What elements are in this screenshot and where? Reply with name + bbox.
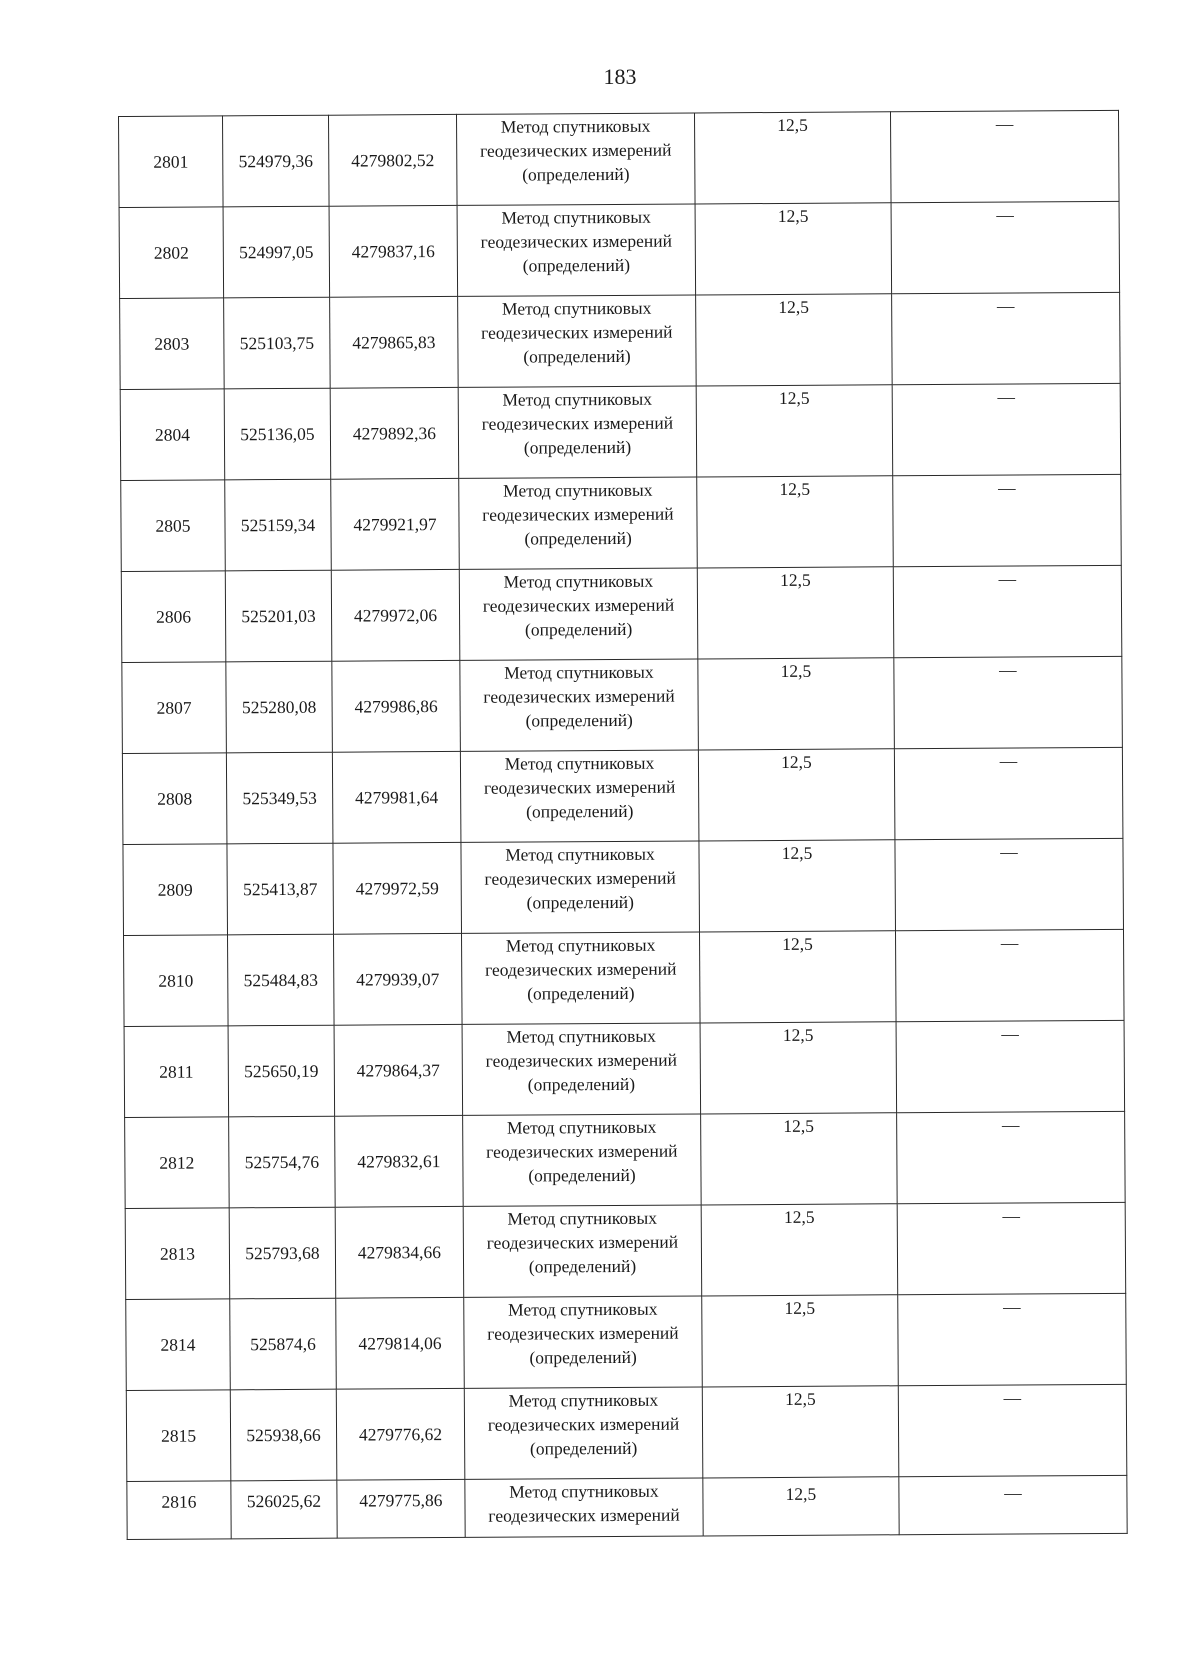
method-cell	[464, 1387, 703, 1479]
point-number-cell: 2802	[119, 207, 224, 299]
method-line: Метод спутниковых	[506, 1025, 656, 1047]
table-row	[127, 1475, 1127, 1539]
accuracy-cell: 12,5	[701, 1113, 898, 1205]
note-cell: —	[894, 747, 1123, 839]
method-cell	[463, 1205, 702, 1297]
note-cell: —	[898, 1293, 1127, 1385]
method-line: (определений)	[522, 254, 631, 276]
method-line: (определений)	[528, 1255, 637, 1277]
method-line: Метод спутниковых	[504, 752, 655, 774]
note-cell: —	[895, 929, 1124, 1021]
y-coordinate-cell: 4279939,07	[334, 933, 463, 1025]
method-line: Метод спутниковых	[509, 1480, 659, 1502]
method-line: (определений)	[526, 891, 635, 913]
method-line: (определений)	[527, 982, 635, 1004]
method-line: геодезических измерений	[483, 776, 676, 798]
accuracy-cell: 12,5	[696, 294, 893, 386]
accuracy-cell: 12,5	[701, 1204, 898, 1296]
accuracy-cell: 12,5	[702, 1386, 899, 1478]
method-line: геодезических измерений	[487, 1413, 680, 1435]
method-cell	[459, 477, 698, 569]
table-row	[121, 474, 1122, 571]
method-line: геодезических измерений	[482, 503, 674, 525]
table-row	[119, 110, 1120, 207]
coordinates-table-body	[119, 110, 1128, 1539]
table-row	[124, 1020, 1125, 1117]
method-line: Метод спутниковых	[501, 297, 652, 319]
point-number-cell: 2812	[125, 1117, 230, 1209]
table-row	[120, 383, 1121, 480]
x-coordinate-cell: 525754,76	[229, 1116, 336, 1208]
accuracy-cell: 12,5	[696, 385, 893, 477]
method-line: геодезических измерений	[483, 685, 675, 707]
method-line: геодезических измерений	[484, 958, 677, 980]
method-line: Метод спутниковых	[503, 479, 653, 501]
note-cell: —	[892, 292, 1121, 384]
y-coordinate-cell: 4279837,16	[329, 205, 458, 297]
y-coordinate-cell: 4279802,52	[328, 114, 457, 206]
note-cell: —	[898, 1384, 1127, 1476]
method-line: (определений)	[523, 345, 631, 367]
point-number-cell: 2815	[126, 1390, 231, 1482]
point-number-cell: 2810	[124, 935, 229, 1027]
table-row	[126, 1384, 1127, 1481]
x-coordinate-cell: 525413,87	[227, 843, 334, 935]
table-row	[119, 201, 1120, 298]
method-line: (определений)	[522, 163, 630, 185]
y-coordinate-cell: 4279775,86	[337, 1479, 465, 1538]
point-number-cell: 2807	[122, 662, 227, 754]
table-row	[120, 292, 1121, 389]
x-coordinate-cell: 524979,36	[223, 115, 330, 207]
table-row	[125, 1202, 1126, 1299]
table-row	[123, 838, 1124, 935]
method-cell	[456, 113, 695, 205]
method-cell	[461, 841, 700, 933]
method-cell	[464, 1296, 703, 1388]
method-cell	[462, 1023, 701, 1115]
accuracy-cell: 12,5	[700, 1022, 897, 1114]
x-coordinate-cell: 525136,05	[224, 388, 331, 480]
point-number-cell: 2804	[120, 389, 225, 481]
accuracy-cell: 12,5	[694, 112, 891, 204]
method-line: Метод спутниковых	[508, 1298, 658, 1320]
method-line: Метод спутниковых	[505, 843, 655, 865]
method-line: геодезических измерений	[484, 867, 676, 889]
method-line: Метод спутниковых	[503, 570, 654, 592]
method-line: (определений)	[523, 436, 632, 458]
point-number-cell: 2806	[121, 571, 226, 663]
method-line: (определений)	[529, 1346, 637, 1368]
x-coordinate-cell: 524997,05	[223, 206, 330, 298]
x-coordinate-cell: 525874,6	[230, 1298, 337, 1390]
method-line: Метод спутниковых	[506, 1116, 657, 1138]
table-row	[122, 747, 1123, 844]
method-cell	[465, 1478, 703, 1537]
x-coordinate-cell: 525349,53	[226, 752, 333, 844]
point-number-cell: 2808	[122, 753, 227, 845]
accuracy-cell: 12,5	[703, 1477, 899, 1536]
x-coordinate-cell: 525280,08	[226, 661, 333, 753]
method-cell	[457, 204, 696, 296]
method-cell	[463, 1114, 702, 1206]
point-number-cell: 2814	[126, 1299, 231, 1391]
y-coordinate-cell: 4279972,06	[331, 569, 460, 661]
method-line: геодезических измерений	[481, 321, 673, 343]
method-line: геодезических измерений	[485, 1049, 678, 1071]
method-line: Метод спутниковых	[500, 115, 651, 137]
method-line: (определений)	[525, 709, 633, 731]
method-line: геодезических измерений	[479, 139, 672, 161]
point-number-cell: 2803	[120, 298, 225, 390]
table-row	[126, 1293, 1127, 1390]
method-line: Метод спутниковых	[505, 934, 656, 956]
y-coordinate-cell: 4279986,86	[332, 660, 461, 752]
method-cell	[460, 750, 699, 842]
table-row	[121, 565, 1122, 662]
note-cell: —	[894, 656, 1123, 748]
method-line: геодезических измерений	[486, 1140, 678, 1162]
method-line: Метод спутниковых	[502, 388, 653, 410]
y-coordinate-cell: 4279865,83	[330, 296, 459, 388]
point-number-cell: 2811	[124, 1026, 229, 1118]
accuracy-cell: 12,5	[702, 1295, 899, 1387]
y-coordinate-cell: 4279776,62	[336, 1388, 465, 1480]
x-coordinate-cell: 525103,75	[224, 297, 331, 389]
method-line: (определений)	[524, 618, 633, 640]
point-number-cell: 2805	[121, 480, 226, 572]
accuracy-cell: 12,5	[697, 476, 894, 568]
x-coordinate-cell: 526025,62	[231, 1480, 337, 1539]
method-line: (определений)	[524, 527, 632, 549]
accuracy-cell: 12,5	[697, 567, 894, 659]
method-line: геодезических измерений	[487, 1322, 679, 1344]
method-line: (определений)	[529, 1437, 638, 1459]
method-line: Метод спутниковых	[507, 1207, 658, 1229]
point-number-cell: 2801	[119, 116, 224, 208]
table-row	[124, 929, 1125, 1026]
y-coordinate-cell: 4279921,97	[331, 478, 460, 570]
x-coordinate-cell: 525938,66	[230, 1389, 337, 1481]
note-cell: —	[895, 838, 1124, 930]
note-cell: —	[893, 474, 1122, 566]
note-cell: —	[890, 110, 1119, 202]
method-line: геодезических измерений	[482, 594, 675, 616]
method-line: Метод спутниковых	[501, 206, 651, 228]
accuracy-cell: 12,5	[699, 931, 896, 1023]
note-cell: —	[892, 383, 1121, 475]
method-line: геодезических измерений	[486, 1231, 679, 1253]
x-coordinate-cell: 525650,19	[228, 1025, 335, 1117]
table-row	[122, 656, 1123, 753]
note-cell: —	[897, 1202, 1126, 1294]
note-cell: —	[893, 565, 1122, 657]
x-coordinate-cell: 525484,83	[228, 934, 335, 1026]
method-line: (определений)	[527, 1073, 636, 1095]
y-coordinate-cell: 4279814,06	[336, 1297, 465, 1389]
x-coordinate-cell: 525159,34	[225, 479, 332, 571]
y-coordinate-cell: 4279981,64	[332, 751, 461, 843]
point-number-cell: 2813	[125, 1208, 230, 1300]
note-cell: —	[899, 1475, 1127, 1534]
method-line: (определений)	[526, 800, 634, 822]
point-number-cell: 2809	[123, 844, 228, 936]
accuracy-cell: 12,5	[695, 203, 892, 295]
method-cell	[459, 568, 698, 660]
point-number-cell: 2816	[127, 1481, 231, 1540]
method-line: (определений)	[528, 1164, 636, 1186]
method-line: Метод спутниковых	[508, 1389, 659, 1411]
method-line: геодезических измерений	[480, 230, 673, 252]
method-line: геодезических измерений	[481, 412, 674, 434]
page-number: 183	[603, 64, 637, 89]
method-line: Метод спутниковых	[504, 661, 654, 683]
method-cell	[461, 932, 700, 1024]
coordinates-table	[118, 110, 1128, 1540]
method-cell	[460, 659, 699, 751]
y-coordinate-cell: 4279972,59	[333, 842, 462, 934]
note-cell: —	[891, 201, 1120, 293]
note-cell: —	[896, 1020, 1125, 1112]
y-coordinate-cell: 4279834,66	[335, 1206, 464, 1298]
accuracy-cell: 12,5	[698, 658, 895, 750]
method-cell	[458, 386, 697, 478]
y-coordinate-cell: 4279864,37	[334, 1024, 463, 1116]
accuracy-cell: 12,5	[698, 749, 895, 841]
x-coordinate-cell: 525201,03	[225, 570, 332, 662]
x-coordinate-cell: 525793,68	[229, 1207, 336, 1299]
table-row	[125, 1111, 1126, 1208]
note-cell: —	[897, 1111, 1126, 1203]
y-coordinate-cell: 4279892,36	[330, 387, 459, 479]
method-cell	[458, 295, 697, 387]
accuracy-cell: 12,5	[699, 840, 896, 932]
method-line: геодезических измерений	[488, 1504, 680, 1526]
y-coordinate-cell: 4279832,61	[335, 1115, 464, 1207]
